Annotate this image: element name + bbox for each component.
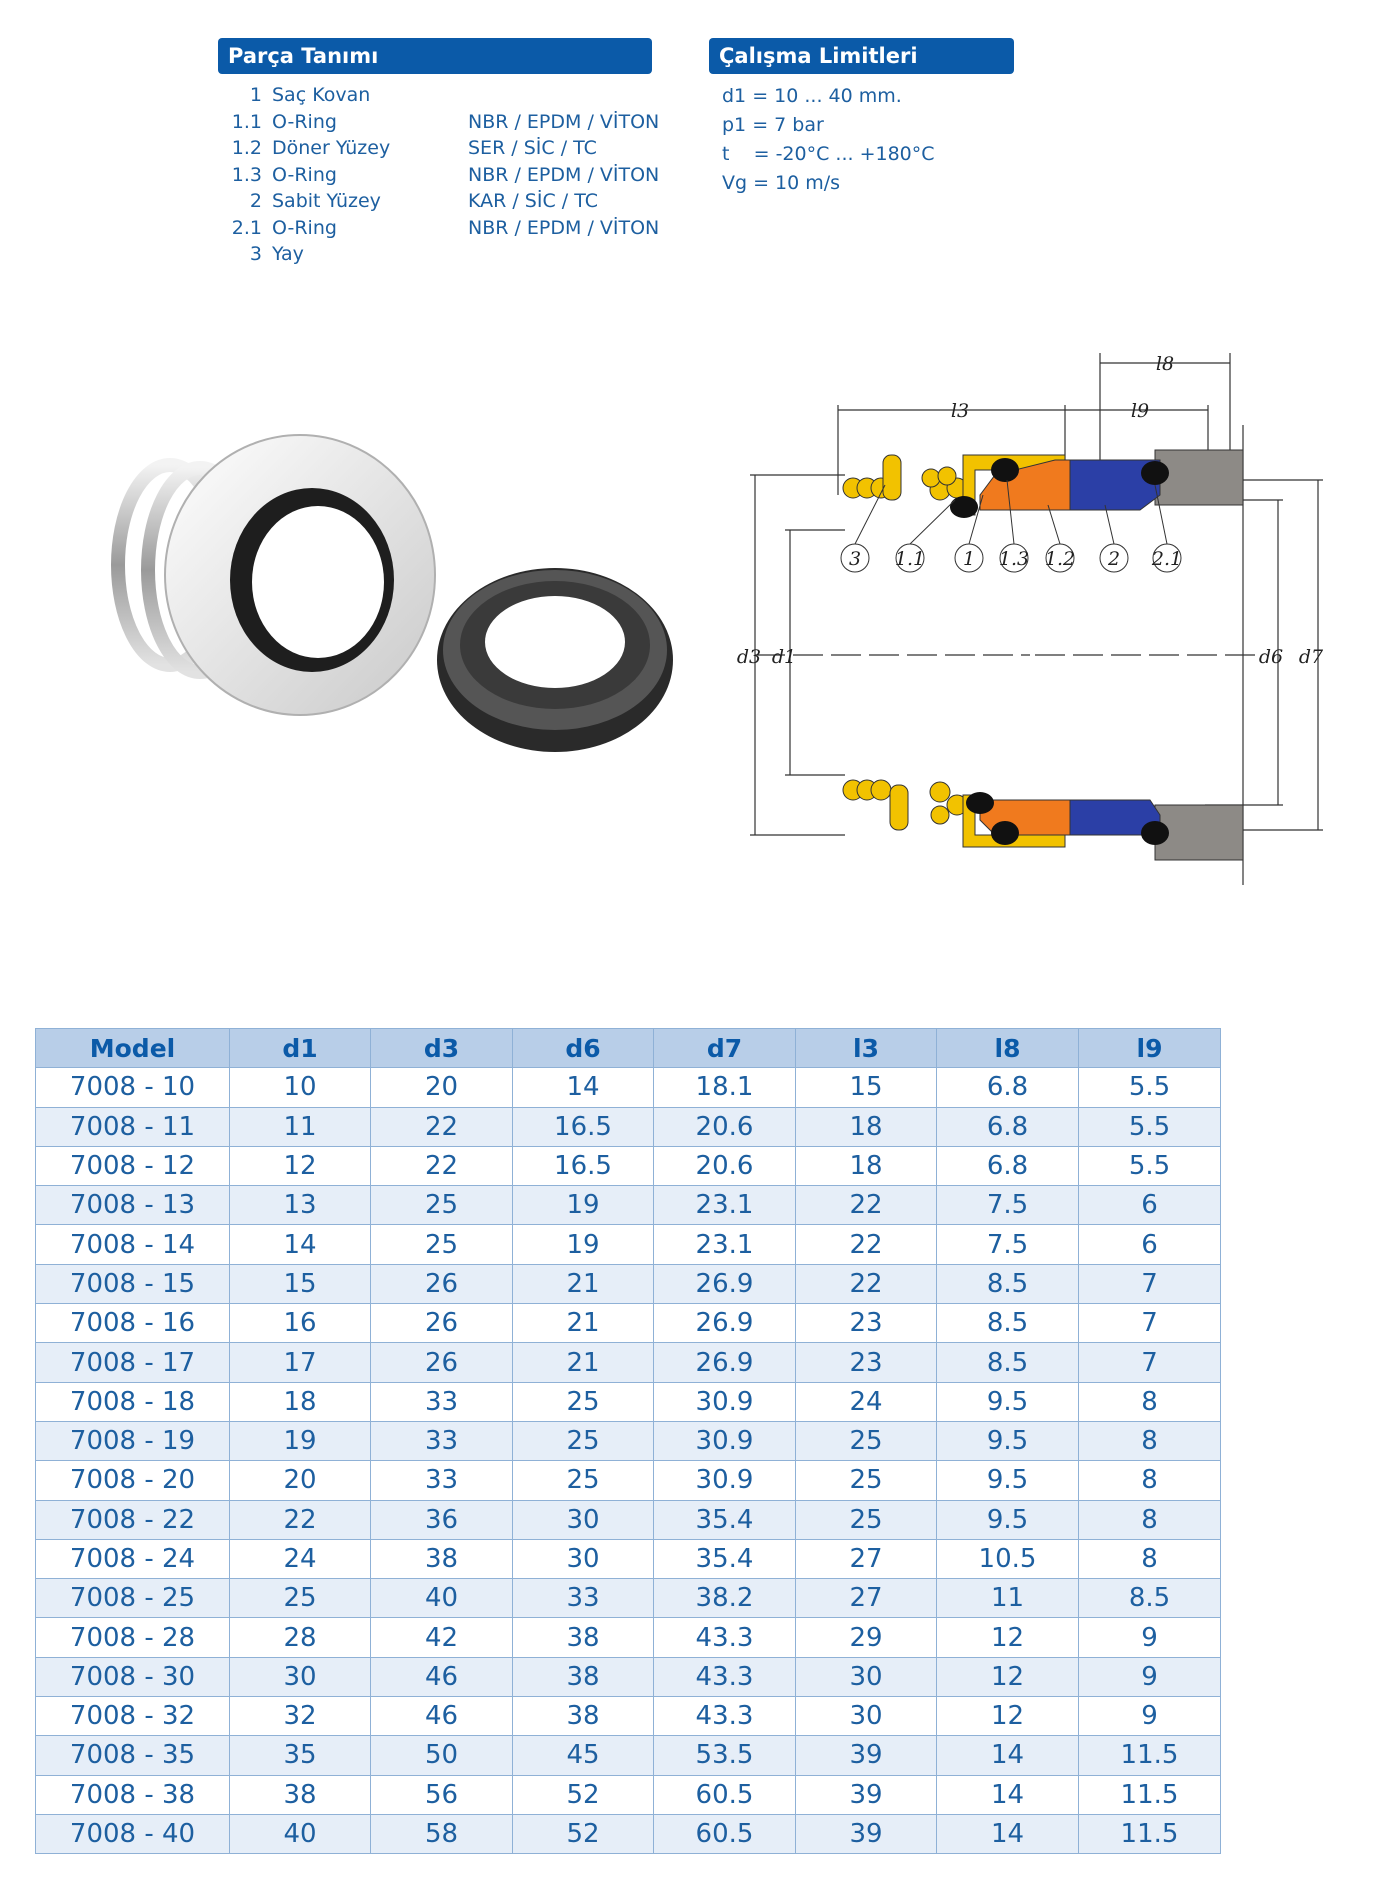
table-cell: 7008 - 35 (36, 1736, 230, 1775)
table-cell: 7 (1079, 1304, 1221, 1343)
table-cell: 5.5 (1079, 1146, 1221, 1185)
table-cell: 33 (371, 1421, 513, 1460)
table-cell: 22 (371, 1146, 513, 1185)
table-row (36, 1657, 1221, 1696)
table-cell: 21 (513, 1264, 654, 1303)
table-cell: 38 (513, 1697, 654, 1736)
table-cell: 6.8 (937, 1068, 1079, 1107)
table-cell: 19 (230, 1421, 371, 1460)
table-cell: 8 (1079, 1461, 1221, 1500)
parts-header: Parça Tanımı (218, 38, 652, 74)
table-cell: 21 (513, 1304, 654, 1343)
table-cell: 12 (937, 1618, 1079, 1657)
table-cell: 25 (513, 1461, 654, 1500)
table-cell: 7008 - 25 (36, 1579, 230, 1618)
table-cell: 18 (230, 1382, 371, 1421)
table-cell: 30.9 (654, 1461, 796, 1500)
table-cell: 30 (513, 1500, 654, 1539)
limit-line: t = -20°C ... +180°C (722, 143, 935, 165)
table-cell: 58 (371, 1814, 513, 1853)
table-cell: 9.5 (937, 1421, 1079, 1460)
table-cell: 46 (371, 1697, 513, 1736)
table-cell: 7008 - 18 (36, 1382, 230, 1421)
dim-label-l9: l9 (1130, 400, 1150, 422)
table-cell: 32 (230, 1697, 371, 1736)
table-cell: 33 (371, 1382, 513, 1421)
table-cell: 7008 - 22 (36, 1500, 230, 1539)
table-cell: 7 (1079, 1343, 1221, 1382)
table-cell: 23.1 (654, 1186, 796, 1225)
part-name: Saç Kovan (272, 84, 371, 106)
table-cell: 8 (1079, 1539, 1221, 1578)
limit-line: d1 = 10 ... 40 mm. (722, 85, 902, 107)
table-cell: 10.5 (937, 1539, 1079, 1578)
part-name: O-Ring (272, 110, 337, 133)
table-cell: 25 (371, 1186, 513, 1225)
table-cell: 60.5 (654, 1775, 796, 1814)
dim-label-l3: l3 (950, 400, 970, 422)
table-cell: 8.5 (937, 1304, 1079, 1343)
table-cell: 7008 - 30 (36, 1657, 230, 1696)
table-cell: 39 (796, 1736, 937, 1775)
parts-row (230, 109, 659, 136)
table-cell: 25 (796, 1461, 937, 1500)
table-cell: 56 (371, 1775, 513, 1814)
table-row (36, 1814, 1221, 1853)
table-cell: 38 (230, 1775, 371, 1814)
column-header: l3 (796, 1029, 937, 1068)
table-cell: 42 (371, 1618, 513, 1657)
table-cell: 23 (796, 1304, 937, 1343)
table-cell: 14 (937, 1814, 1079, 1853)
part-number: 2 (249, 190, 262, 212)
table-cell: 26.9 (654, 1304, 796, 1343)
column-header: d7 (654, 1029, 796, 1068)
table-cell: 53.5 (654, 1736, 796, 1775)
dim-label-l8: l8 (1155, 353, 1175, 375)
table-cell: 8.5 (1079, 1579, 1221, 1618)
table-cell: 7008 - 15 (36, 1264, 230, 1303)
table-cell: 26.9 (654, 1343, 796, 1382)
table-cell: 52 (513, 1814, 654, 1853)
table-cell: 14 (513, 1068, 654, 1107)
table-cell: 11 (937, 1579, 1079, 1618)
table-row (36, 1304, 1221, 1343)
table-cell: 6.8 (937, 1146, 1079, 1185)
table-cell: 7008 - 10 (36, 1068, 230, 1107)
table-row (36, 1382, 1221, 1421)
table-cell: 12 (937, 1657, 1079, 1696)
table-cell: 20.6 (654, 1107, 796, 1146)
column-header: d3 (371, 1029, 513, 1068)
table-cell: 7008 - 13 (36, 1186, 230, 1225)
table-cell: 24 (230, 1539, 371, 1578)
table-cell: 8 (1079, 1421, 1221, 1460)
table-cell: 26.9 (654, 1264, 796, 1303)
table-cell: 7008 - 19 (36, 1421, 230, 1460)
table-row (36, 1068, 1221, 1107)
table-cell: 7008 - 20 (36, 1461, 230, 1500)
table-row (36, 1539, 1221, 1578)
table-cell: 14 (937, 1775, 1079, 1814)
limits-list (722, 82, 935, 198)
table-cell: 18 (796, 1146, 937, 1185)
table-cell: 17 (230, 1343, 371, 1382)
table-cell: 27 (796, 1579, 937, 1618)
table-cell: 35.4 (654, 1539, 796, 1578)
table-cell: 9.5 (937, 1382, 1079, 1421)
callout-label: 1.3 (998, 548, 1030, 570)
table-cell: 43.3 (654, 1657, 796, 1696)
table-cell: 60.5 (654, 1814, 796, 1853)
table-cell: 11.5 (1079, 1814, 1221, 1853)
column-header: d6 (513, 1029, 654, 1068)
table-cell: 8 (1079, 1382, 1221, 1421)
table-cell: 22 (796, 1186, 937, 1225)
table-row (36, 1146, 1221, 1185)
table-cell: 30 (230, 1657, 371, 1696)
table-cell: 14 (937, 1736, 1079, 1775)
stationary-seat-icon (437, 568, 673, 752)
table-cell: 30.9 (654, 1421, 796, 1460)
table-cell: 25 (371, 1225, 513, 1264)
callout-label: 2.1 (1151, 548, 1183, 570)
table-cell: 14 (230, 1225, 371, 1264)
part-name: O-Ring (272, 163, 337, 186)
table-cell: 30 (796, 1657, 937, 1696)
table-cell: 26 (371, 1264, 513, 1303)
table-row (36, 1461, 1221, 1500)
table-cell: 7008 - 16 (36, 1304, 230, 1343)
parts-list (230, 82, 659, 268)
parts-row (230, 188, 659, 215)
table-cell: 19 (513, 1225, 654, 1264)
product-photo (60, 430, 710, 790)
column-header: d1 (230, 1029, 371, 1068)
table-cell: 43.3 (654, 1618, 796, 1657)
parts-row (230, 135, 659, 162)
limits-header: Çalışma Limitleri (709, 38, 1014, 74)
table-cell: 7008 - 32 (36, 1697, 230, 1736)
table-cell: 23.1 (654, 1225, 796, 1264)
table-cell: 33 (513, 1579, 654, 1618)
table-cell: 9.5 (937, 1500, 1079, 1539)
table-row (36, 1343, 1221, 1382)
housing-top (1155, 450, 1243, 505)
table-row (36, 1225, 1221, 1264)
part-material: SER / SİC / TC (468, 137, 597, 159)
part-number: 3 (249, 243, 262, 265)
table-cell: 38 (513, 1657, 654, 1696)
parts-row (230, 215, 659, 242)
table-cell: 35 (230, 1736, 371, 1775)
table-cell: 7.5 (937, 1186, 1079, 1225)
table-cell: 9 (1079, 1618, 1221, 1657)
table-cell: 11.5 (1079, 1775, 1221, 1814)
table-row (36, 1421, 1221, 1460)
table-cell: 7008 - 28 (36, 1618, 230, 1657)
part-name: Yay (272, 243, 304, 265)
parts-row (230, 241, 659, 268)
table-cell: 7008 - 12 (36, 1146, 230, 1185)
table-cell: 6.8 (937, 1107, 1079, 1146)
table-cell: 16.5 (513, 1146, 654, 1185)
table-cell: 19 (513, 1186, 654, 1225)
part-name: O-Ring (272, 216, 337, 239)
part-number: 1.1 (231, 110, 262, 133)
table-cell: 6 (1079, 1225, 1221, 1264)
part-material: NBR / EPDM / VİTON (468, 216, 660, 239)
callout-label: 1.1 (894, 548, 926, 570)
table-cell: 40 (230, 1814, 371, 1853)
table-cell: 9.5 (937, 1461, 1079, 1500)
table-cell: 8 (1079, 1500, 1221, 1539)
table-cell: 35.4 (654, 1500, 796, 1539)
table-cell: 13 (230, 1186, 371, 1225)
table-cell: 10 (230, 1068, 371, 1107)
table-cell: 38 (371, 1539, 513, 1578)
table-cell: 30 (796, 1697, 937, 1736)
table-cell: 5.5 (1079, 1107, 1221, 1146)
table-cell: 12 (230, 1146, 371, 1185)
table-cell: 25 (513, 1382, 654, 1421)
dim-label-d6: d6 (1258, 646, 1284, 668)
table-cell: 21 (513, 1343, 654, 1382)
table-cell: 7.5 (937, 1225, 1079, 1264)
dim-label-d7: d7 (1298, 646, 1324, 668)
table-header-row (36, 1029, 1221, 1068)
dim-label-d3: d3 (736, 646, 762, 668)
table-cell: 28 (230, 1618, 371, 1657)
table-cell: 22 (371, 1107, 513, 1146)
table-row (36, 1736, 1221, 1775)
table-cell: 9 (1079, 1657, 1221, 1696)
table-cell: 39 (796, 1775, 937, 1814)
table-cell: 30.9 (654, 1382, 796, 1421)
parts-row (230, 162, 659, 189)
table-cell: 50 (371, 1736, 513, 1775)
table-cell: 22 (796, 1264, 937, 1303)
table-cell: 22 (230, 1500, 371, 1539)
table-row (36, 1107, 1221, 1146)
table-cell: 22 (796, 1225, 937, 1264)
table-cell: 7008 - 24 (36, 1539, 230, 1578)
table-cell: 26 (371, 1304, 513, 1343)
table-cell: 11 (230, 1107, 371, 1146)
limit-line: p1 = 7 bar (722, 114, 824, 136)
table-row (36, 1775, 1221, 1814)
table-cell: 39 (796, 1814, 937, 1853)
table-cell: 25 (230, 1579, 371, 1618)
table-cell: 16.5 (513, 1107, 654, 1146)
technical-drawing (735, 345, 1335, 890)
table-cell: 7008 - 40 (36, 1814, 230, 1853)
table-cell: 33 (371, 1461, 513, 1500)
part-material: KAR / SİC / TC (468, 190, 598, 212)
table-cell: 7008 - 38 (36, 1775, 230, 1814)
table-cell: 25 (796, 1421, 937, 1460)
table-cell: 45 (513, 1736, 654, 1775)
table-cell: 18.1 (654, 1068, 796, 1107)
table-cell: 25 (513, 1421, 654, 1460)
column-header: l8 (937, 1029, 1079, 1068)
table-row (36, 1697, 1221, 1736)
parts-row (230, 82, 659, 109)
table-cell: 23 (796, 1343, 937, 1382)
table-cell: 29 (796, 1618, 937, 1657)
callout-label: 3 (848, 548, 862, 570)
oring-icons (950, 458, 1169, 845)
part-name: Sabit Yüzey (272, 190, 381, 212)
column-header: Model (36, 1029, 230, 1068)
column-header: l9 (1079, 1029, 1221, 1068)
table-cell: 40 (371, 1579, 513, 1618)
table-cell: 30 (513, 1539, 654, 1578)
callout-label: 2 (1107, 548, 1121, 570)
ceramic-ring-icon (165, 435, 435, 715)
part-number: 2.1 (231, 216, 262, 239)
table-row (36, 1618, 1221, 1657)
dim-label-d1: d1 (771, 646, 797, 668)
callout-label: 1.2 (1044, 548, 1076, 570)
part-number: 1.2 (231, 137, 262, 159)
table-cell: 26 (371, 1343, 513, 1382)
table-row (36, 1264, 1221, 1303)
table-cell: 25 (796, 1500, 937, 1539)
table-cell: 6 (1079, 1186, 1221, 1225)
part-name: Döner Yüzey (272, 137, 391, 159)
callout-label: 1 (962, 548, 976, 570)
table-row (36, 1500, 1221, 1539)
table-cell: 7 (1079, 1264, 1221, 1303)
table-cell: 15 (796, 1068, 937, 1107)
table-cell: 7008 - 17 (36, 1343, 230, 1382)
table-cell: 5.5 (1079, 1068, 1221, 1107)
table-cell: 43.3 (654, 1697, 796, 1736)
table-cell: 15 (230, 1264, 371, 1303)
table-cell: 12 (937, 1697, 1079, 1736)
part-material: NBR / EPDM / VİTON (468, 110, 660, 133)
table-cell: 36 (371, 1500, 513, 1539)
table-cell: 20 (230, 1461, 371, 1500)
table-cell: 11.5 (1079, 1736, 1221, 1775)
table-cell: 9 (1079, 1697, 1221, 1736)
table-cell: 20 (371, 1068, 513, 1107)
table-cell: 18 (796, 1107, 937, 1146)
spring-bottom (843, 780, 967, 830)
limit-line: Vg = 10 m/s (722, 172, 841, 194)
dimension-table (35, 1028, 1221, 1854)
table-cell: 20.6 (654, 1146, 796, 1185)
part-number: 1.3 (231, 163, 262, 186)
table-cell: 8.5 (937, 1264, 1079, 1303)
table-cell: 24 (796, 1382, 937, 1421)
spring-top (843, 455, 967, 500)
table-cell: 27 (796, 1539, 937, 1578)
table-cell: 52 (513, 1775, 654, 1814)
table-cell: 38 (513, 1618, 654, 1657)
table-cell: 16 (230, 1304, 371, 1343)
table-cell: 8.5 (937, 1343, 1079, 1382)
table-row (36, 1579, 1221, 1618)
table-cell: 46 (371, 1657, 513, 1696)
part-number: 1 (249, 84, 262, 106)
table-cell: 7008 - 14 (36, 1225, 230, 1264)
table-row (36, 1186, 1221, 1225)
table-cell: 7008 - 11 (36, 1107, 230, 1146)
table-cell: 38.2 (654, 1579, 796, 1618)
part-material: NBR / EPDM / VİTON (468, 163, 660, 186)
